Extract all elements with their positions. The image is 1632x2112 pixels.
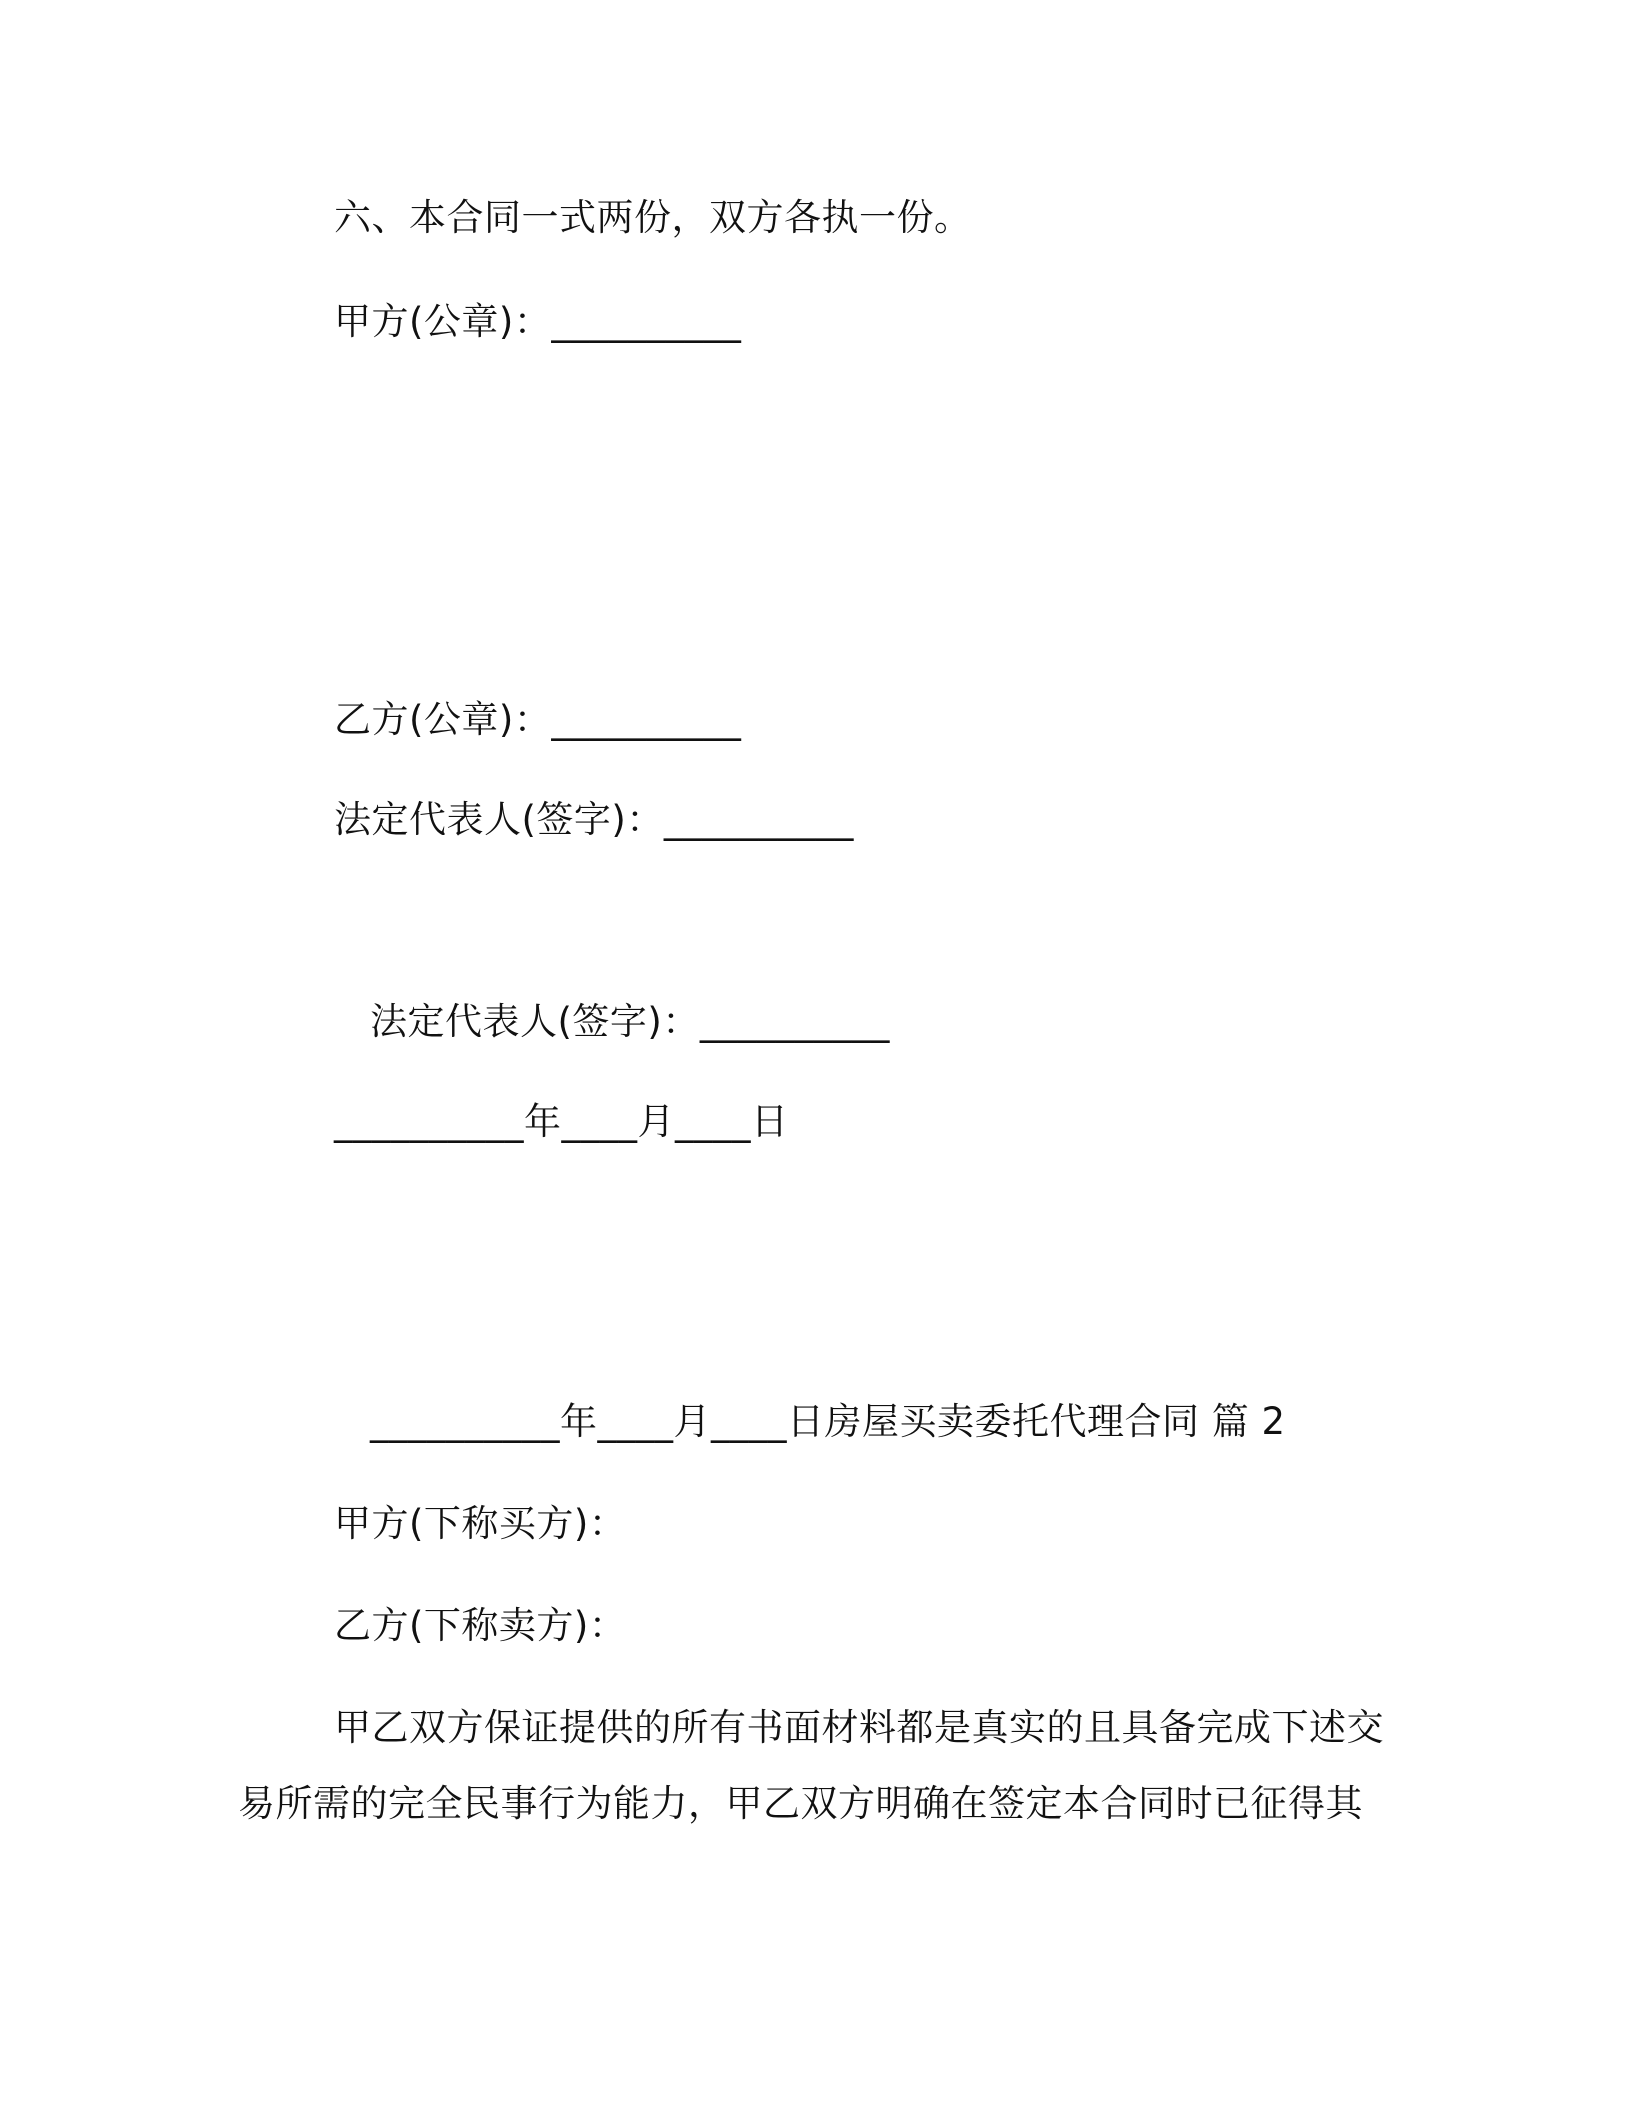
buyer-line: 甲方(下称买方)： bbox=[334, 1502, 627, 1545]
paragraph-line-2: 易所需的完全民事行为能力，甲乙双方明确在签定本合同时已征得其 bbox=[238, 1782, 1363, 1825]
seller-line: 乙方(下称卖方)： bbox=[334, 1604, 627, 1647]
party-b-seal-line: 乙方(公章)：__________ bbox=[334, 698, 742, 741]
paragraph-line-1: 甲乙双方保证提供的所有书面材料都是真实的且具备完成下述交 bbox=[334, 1706, 1384, 1749]
date-line: __________年____月____日 bbox=[334, 1100, 789, 1143]
second-contract-title: __________年____月____日房屋买卖委托代理合同 篇 2 bbox=[370, 1400, 1286, 1443]
clause-six: 六、本合同一式两份，双方各执一份。 bbox=[334, 196, 972, 239]
legal-representative-signature-line: 法定代表人(签字)：__________ bbox=[334, 798, 854, 841]
legal-representative-signature-line-2: 法定代表人(签字)：__________ bbox=[370, 1000, 890, 1043]
party-a-seal-line: 甲方(公章)：__________ bbox=[334, 300, 742, 343]
